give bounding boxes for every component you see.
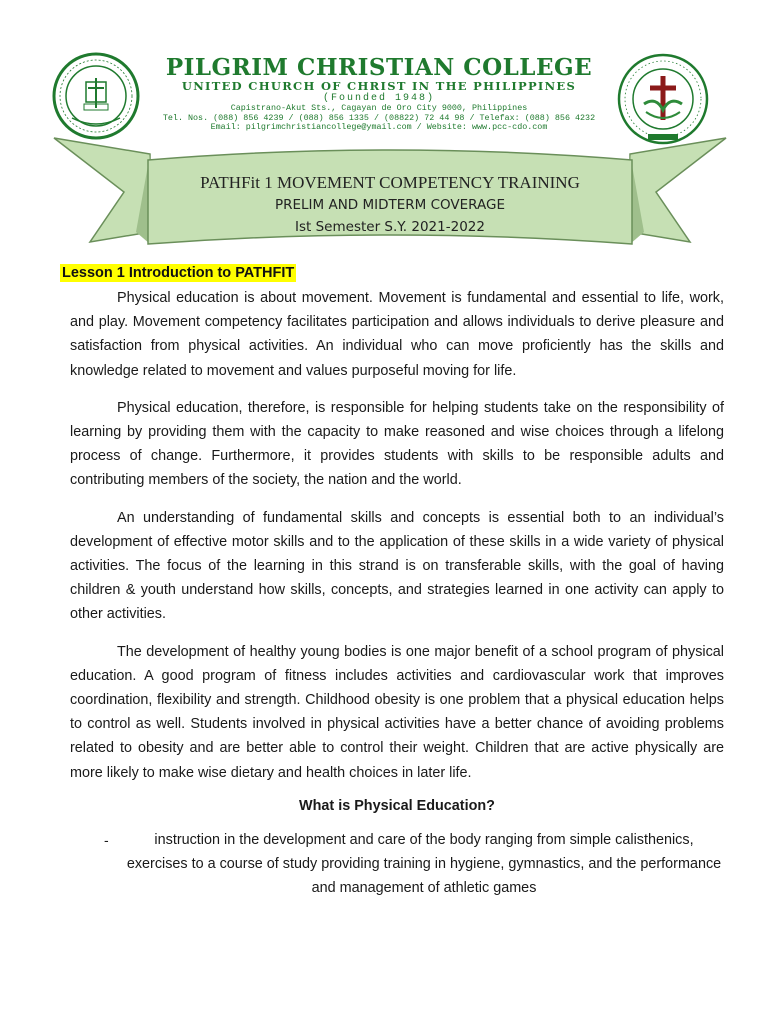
- email-website-line: Email: pilgrimchristiancollege@ymail.com / Website: www.pcc-cdo.com: [210, 122, 548, 132]
- lesson-paragraphs: [70, 286, 724, 785]
- lesson-heading: Lesson 1 Introduction to PATHFIT: [62, 265, 295, 281]
- church-name: UNITED CHURCH OF CHRIST IN THE PHILIPPINES: [181, 79, 577, 93]
- list-dash: -: [104, 831, 109, 848]
- title-banner: [50, 134, 730, 254]
- course-title: PATHFit 1 MOVEMENT COMPETENCY TRAINING: [200, 173, 580, 192]
- section-heading: What is Physical Education?: [299, 797, 495, 814]
- lesson-content: [62, 264, 724, 900]
- definition-text: instruction in the development and care of the body ranging from simple calisthenics, exercises to a course of study providing training in hygiene, gymnastics, and the performance and management of athletic games: [126, 831, 722, 897]
- semester-label: Ist Semester S.Y. 2021-2022: [295, 219, 485, 235]
- founded-line: (Founded 1948): [322, 93, 435, 104]
- telephone-line: Tel. Nos. (088) 856 4239 / (088) 856 1335 / (08822) 72 44 98 / Telefax: (088) 856 4232: [162, 112, 596, 123]
- paragraph: Physical education is about movement. Movement is fundamental and essential to life, work, and play. Movement competency facilitates participation and allows individuals to derive pleasure and satisfaction from physical activities. An individual who can move proficiently has the skills and knowledge related to movement and values purposeful moving for life.: [70, 290, 724, 379]
- definition-item: [70, 828, 724, 901]
- address-line: Capistrano-Akut Sts., Cagayan de Oro City 9000, Philippines: [230, 103, 528, 113]
- paragraph: Physical education, therefore, is responsible for helping students take on the responsibility of learning by providing them with the capacity to make reasoned and wise choices through a lifelong process of change. Furthermore, it provides students with skills to be responsible adults and contributing members of the society, the nation and the world.: [70, 399, 724, 489]
- coverage-label: PRELIM AND MIDTERM COVERAGE: [274, 197, 506, 213]
- paragraph: The development of healthy young bodies is one major benefit of a school program of physical education. A good program of fitness includes activities and cardiovascular work that improves coordination, flexibility and strength. Childhood obesity is one problem that a physical education helps to control as well. Students involved in physical activities have a better chance of avoiding problems related to obesity and are better able to control their weight. Children that are active physically are more likely to make wise dietary and health choices in later life.: [70, 643, 724, 781]
- college-seal-logo: [52, 52, 140, 140]
- college-info: [148, 56, 610, 133]
- letterhead: [40, 48, 730, 134]
- college-name: PILGRIM CHRISTIAN COLLEGE: [165, 54, 593, 81]
- banner-text: [150, 172, 630, 238]
- paragraph: An understanding of fundamental skills and concepts is essential both to an individual’s development of effective motor skills and to the application of these skills in a wide variety of physical activities. The focus of the learning in this strand is on transferable skills, with the goal of having children & youth understand how skills, concepts, and strategies learned in one activity can apply to other activities.: [70, 509, 724, 623]
- church-seal-logo: [616, 52, 710, 146]
